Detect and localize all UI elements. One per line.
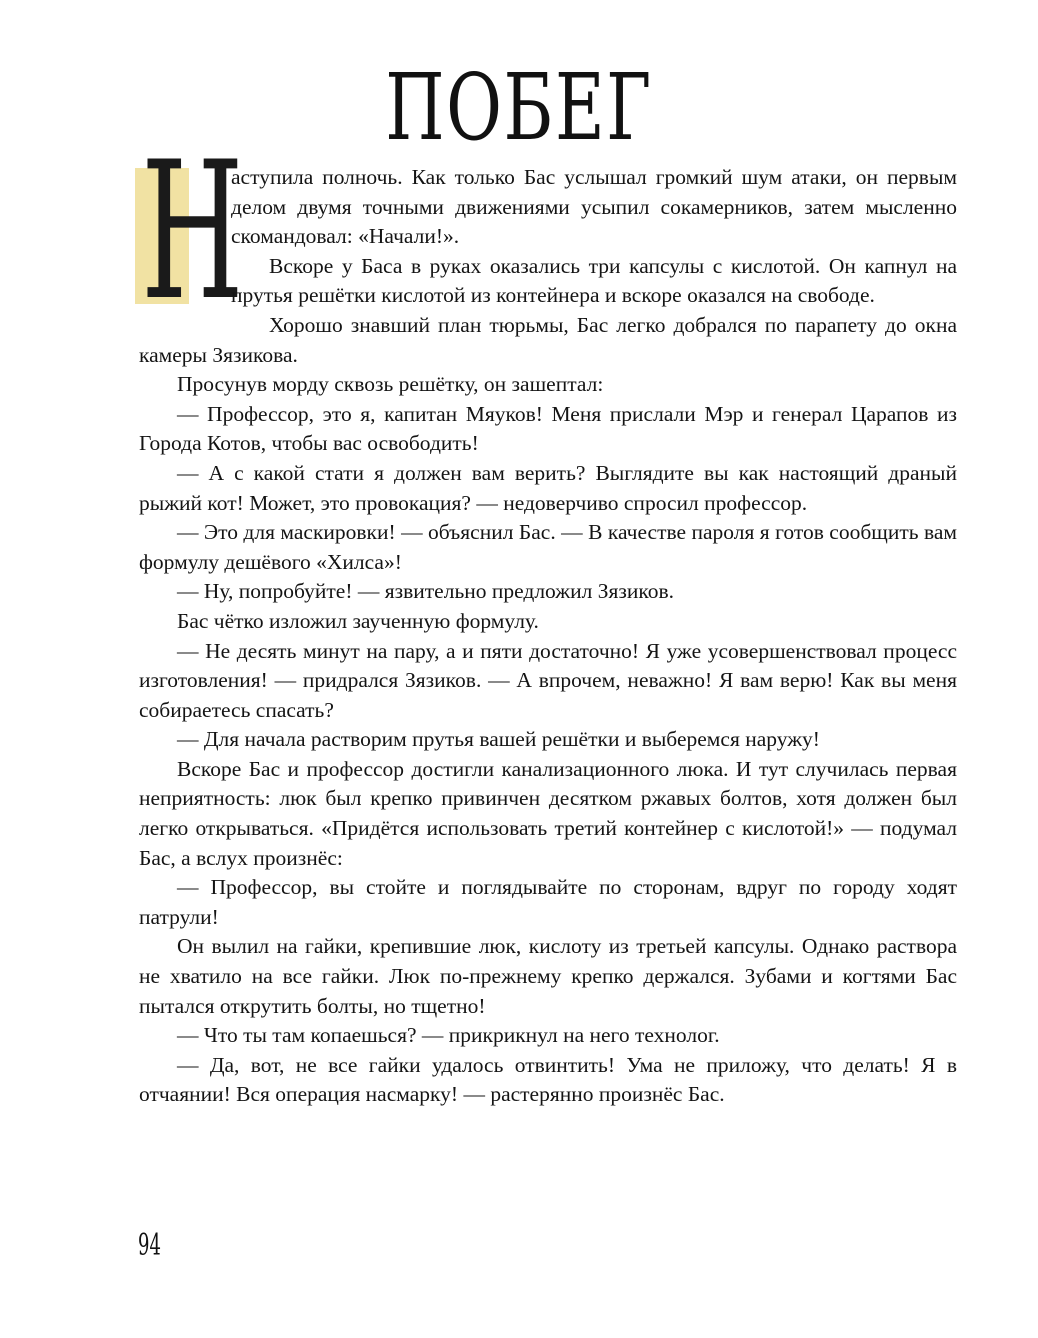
drop-cap-space (139, 163, 231, 333)
paragraph: — Профессор, это я, капитан Мяуков! Меня прислали Мэр и генерал Царапов из Города Котов, чтобы вас освободить! (139, 401, 957, 456)
paragraph: аступила полночь. Как только Бас услышал громкий шум атаки, он первым делом двумя точными движениями усыпил сокамерников, затем мысленно скомандовал: «Начали!». (231, 165, 957, 249)
paragraph: Хорошо знавший план тюрьмы, Бас легко добрался по парапету до окна камеры Зязикова. (139, 312, 957, 367)
body-text (139, 163, 957, 1110)
paragraph: — Это для маскировки! — объяснил Бас. — В качестве пароля я готов сообщить вам формулу дешёвого «Хилса»! (139, 520, 957, 574)
paragraph: Вскоре Бас и профессор достигли канализационного люка. И тут случилась первая неприятность: люк был крепко привинчен десятком ржавых болтов, хотя должен был легко открываться. «Придётся использовать третий контейнер с кислотой!» — подумал Бас, а вслух произнёс: (139, 756, 957, 870)
paragraph: — Что ты там копаешься? — прикрикнул на него технолог. (177, 1023, 720, 1048)
paragraph: Просунув морду сквозь решётку, он зашептал: (177, 372, 604, 397)
paragraph: — Профессор, вы стойте и поглядывайте по сторонам, вдруг по городу ходят патрули! (139, 875, 957, 929)
drop-cap-letter: Н (141, 121, 244, 342)
paragraph: — Не десять минут на пару, а и пяти достаточно! Я уже усовершенствовал процесс изготовления! — придрался Зязиков. — А впрочем, неважно! Я вам верю! Как вы меня собираетесь спасать? (139, 638, 957, 722)
paragraph: Вскоре у Баса в руках оказались три капсулы с кислотой. Он капнул на прутья решётки кислотой из контейнера и вскоре оказался на свободе. (231, 253, 957, 308)
paragraph: — А с какой стати я должен вам верить? Выглядите вы как настоящий драный рыжий кот! Может, это провокация? — недоверчиво спросил профессор. (139, 460, 957, 515)
page-number: 94 (138, 1228, 161, 1263)
chapter-title: ПОБЕГ (385, 54, 653, 161)
paragraph: — Да, вот, не все гайки удалось отвинтить! Ума не приложу, что делать! Я в отчаянии! Вся операция насмарку! — растерянно произнёс Бас. (139, 1052, 957, 1107)
paragraph: — Ну, попробуйте! — язвительно предложил Зязиков. (177, 579, 675, 604)
paragraph: Бас чётко изложил заученную формулу. (177, 608, 539, 633)
paragraph: — Для начала растворим прутья вашей решётки и выберемся наружу! (177, 727, 820, 752)
paragraph: Он вылил на гайки, крепившие люк, кислоту из третьей капсулы. Однако раствора не хватило на все гайки. Люк по-прежнему крепко держался. Зубами и когтями Бас пытался открутить болты, но тщетно! (139, 934, 957, 1018)
